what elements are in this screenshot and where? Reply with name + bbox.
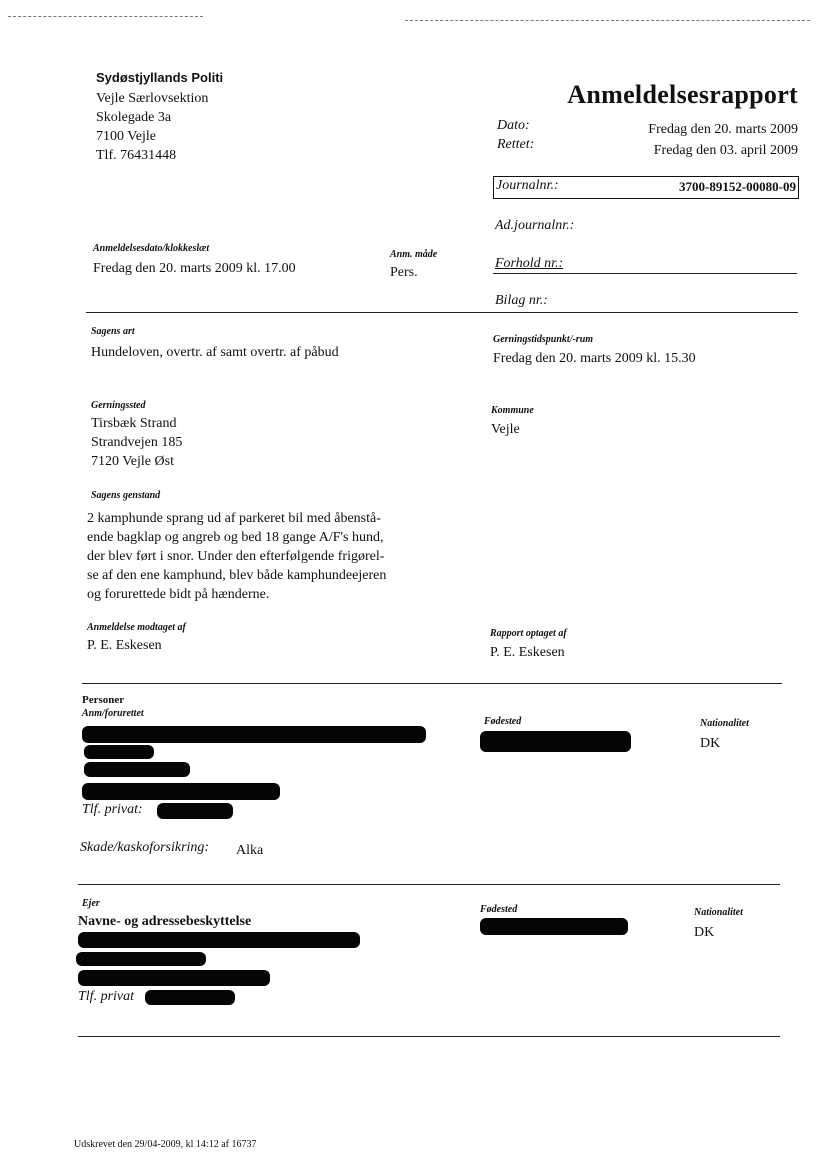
optaget-label: Rapport optaget af [490,628,567,639]
journal-label: Journalnr.: [496,178,559,193]
anm-maade-value: Pers. [390,265,418,280]
rettet-value: Fredag den 03. april 2009 [653,143,798,158]
ejer-tlf-label: Tlf. privat [78,989,135,1004]
redacted-phone [157,803,233,819]
gerningstid-value: Fredag den 20. marts 2009 kl. 15.30 [493,351,696,366]
forsikring-value: Alka [236,843,264,858]
redacted-foedested [480,731,631,752]
redacted-ejer-line-2 [76,952,206,966]
rettet-label: Rettet: [497,137,535,152]
tlf-privat-label: Tlf. privat: [82,802,143,817]
kommune-label: Kommune [491,405,534,416]
nationalitet-label: Nationalitet [700,718,749,729]
org-unit: Vejle Særlovsektion [96,91,209,106]
genstand-line-1: 2 kamphunde sprang ud af parkeret bil med åbenstå- [87,511,381,526]
redacted-ejer-line-1 [78,932,360,948]
bilag-label: Bilag nr.: [495,293,548,308]
dato-label: Dato: [497,118,530,133]
ejer-foedested-label: Fødested [480,904,518,915]
forsikring-label: Skade/kaskoforsikring: [80,840,210,855]
sagens-art-label: Sagens art [91,326,135,337]
redacted-address-3 [82,783,280,800]
foedested-label: Fødested [484,716,522,727]
anm-maade-label: Anm. måde [390,249,438,260]
redacted-address-2 [84,762,190,777]
redacted-ejer-phone [145,990,235,1005]
anmeldelse-dato-label: Anmeldelsesdato/klokkeslæt [93,243,210,254]
ejer-nationalitet-label: Nationalitet [694,907,743,918]
gerningstid-label: Gerningstidspunkt/-rum [493,334,594,345]
org-street: Skolegade 3a [96,110,172,125]
genstand-line-3: der blev ført i snor. Under den efterfølgende frigørel- [87,549,385,564]
dato-value: Fredag den 20. marts 2009 [648,122,798,137]
ejer-label: Ejer [82,898,100,909]
divider-3 [78,884,780,885]
gerningssted-line-3: 7120 Vejle Øst [91,454,174,469]
divider-1 [86,312,798,313]
journal-box [493,176,799,199]
divider-4 [78,1036,780,1037]
personer-header: Personer [82,694,125,706]
redacted-address-1 [84,745,154,759]
gerningssted-line-2: Strandvejen 185 [91,435,183,450]
redacted-ejer-foedested [480,918,628,935]
org-name: Sydøstjyllands Politi [96,70,224,85]
forhold-label: Forhold nr.: [495,256,564,271]
optaget-value: P. E. Eskesen [490,645,565,660]
printed-footer: Udskrevet den 29/04-2009, kl 14:12 af 16737 [74,1139,257,1150]
adjournal-label: Ad.journalnr.: [495,218,575,233]
org-city: 7100 Vejle [96,129,157,144]
org-phone: Tlf. 76431448 [96,148,177,163]
genstand-line-4: se af den ene kamphund, blev både kamphundeejeren [87,568,387,583]
nationalitet-value: DK [700,736,721,751]
journal-value: 3700-89152-00080-09 [679,179,796,194]
forhold-line [493,273,797,274]
ejer-nationalitet-value: DK [694,925,715,940]
genstand-line-5: og forurettede bidt på hænderne. [87,587,270,602]
anmeldelse-dato-value: Fredag den 20. marts 2009 kl. 17.00 [93,261,296,276]
kommune-value: Vejle [491,422,520,437]
scan-edge-left [8,16,203,17]
modtaget-label: Anmeldelse modtaget af [87,622,186,633]
sagens-art-value: Hundeloven, overtr. af samt overtr. af påbud [91,345,339,360]
sagens-genstand-label: Sagens genstand [91,490,161,501]
scan-edge-right [405,20,810,21]
divider-2 [82,683,782,684]
gerningssted-line-1: Tirsbæk Strand [91,416,177,431]
gerningssted-label: Gerningssted [91,400,146,411]
report-title: Anmeldelsesrapport [567,80,798,109]
modtaget-value: P. E. Eskesen [87,638,162,653]
redacted-ejer-line-3 [78,970,270,986]
adressebeskyttelse: Navne- og adressebeskyttelse [78,914,252,929]
genstand-line-2: ende bagklap og angreb og bed 18 gange A/F's hund, [87,530,384,545]
anm-forurettet-label: Anm/forurettet [82,708,144,719]
redacted-name [82,726,426,743]
